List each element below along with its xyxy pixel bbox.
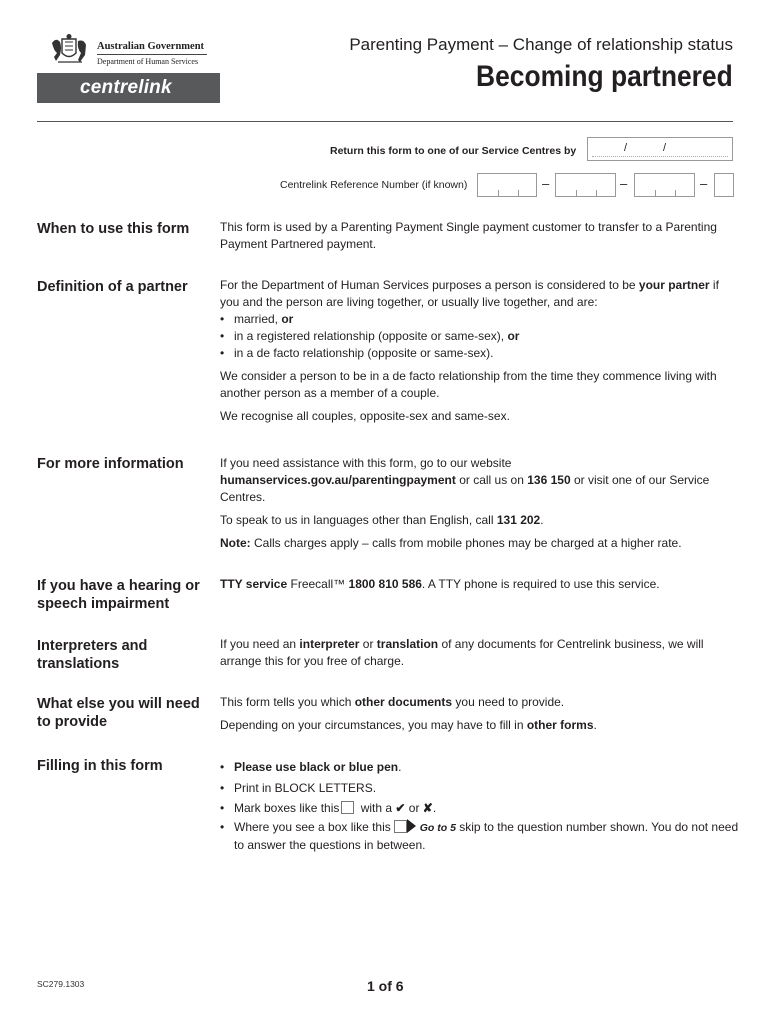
list-item: • Print in BLOCK LETTERS. [220,778,740,799]
list-item: • in a de facto relationship (opposite or same-sex). [220,345,740,362]
list-item: • Mark boxes like this with a ✔ or ✘. [220,798,740,819]
page-number: 1 of 6 [367,978,404,994]
section-body-what-else [220,694,740,740]
reference-number-field-2[interactable] [555,173,616,197]
section-heading-when: When to use this form [37,221,190,237]
government-name: Australian Government [97,41,205,52]
website-link[interactable]: humanservices.gov.au/parentingpayment [220,473,456,487]
section-body-definition [220,277,740,431]
reference-number-label: Centrelink Reference Number (if known) [280,179,468,191]
reference-dash: – [620,176,628,191]
go-to-label: Go to 5 [419,821,456,834]
section-body-filling [220,757,740,860]
form-code: SC279.1303 [37,979,85,989]
list-item: • in a registered relationship (opposite or same-sex), or [220,328,740,345]
section-body-interpreters [220,636,740,676]
example-checkbox-icon [341,801,354,814]
section-heading-hearing: If you have a hearing or speech impairment [37,578,200,612]
date-separator: / [663,142,667,154]
reference-dash: – [700,176,708,191]
form-title: Becoming partnered [476,60,733,93]
interpreters-paragraph: If you need an interpreter or translation of any documents for Centrelink business, we will arrange this for you free of charge. [220,637,704,668]
reference-number-field-1[interactable] [477,173,537,197]
department-name: Department of Human Services [97,57,199,66]
centrelink-logo: centrelink [80,77,172,98]
more-info-paragraph: If you need assistance with this form, go to our website humanservices.gov.au/parentingpayment or call us on 136 150 or visit one of our Service Centres. [220,456,710,504]
coat-of-arms-icon [48,33,90,65]
date-separator: / [624,142,628,154]
section-heading-interpreters: Interpreters and translations [37,638,148,672]
section-body-when [220,219,740,259]
section-body-more-info [220,455,740,558]
definition-paragraph: We recognise all couples, opposite-sex and same-sex. [220,409,510,423]
reference-dash: – [542,176,550,191]
section-body-hearing [220,576,740,599]
list-item: • Where you see a box like this Go to 5 skip to the question number shown. You do not need to answer the questions in between. [220,819,740,854]
return-date-label: Return this form to one of our Service Centres by [330,145,577,157]
section-heading-what-else: What else you will need to provide [37,696,200,730]
definition-paragraph: We consider a person to be in a de facto relationship from the time they commence living with another person as a member of a couple. [220,369,717,400]
form-subtitle: Parenting Payment – Change of relationship status [349,35,733,54]
government-rule [97,54,207,55]
reference-number-field-3[interactable] [634,173,695,197]
list-item: • Please use black or blue pen. [220,757,740,778]
what-else-paragraph: Depending on your circumstances, you may have to fill in other forms. [220,718,597,732]
return-date-field[interactable] [587,137,733,161]
hearing-paragraph: TTY service Freecall™ 1800 810 586. A TTY phone is required to use this service. [220,577,660,591]
when-paragraph: This form is used by a Parenting Payment Single payment customer to transfer to a Parenting Payment Partnered payment. [220,220,717,251]
list-item: • married, or [220,311,740,328]
tick-icon: ✔ [395,801,406,815]
what-else-paragraph: This form tells you which other documents you need to provide. [220,695,565,709]
more-info-note: Note: Calls charges apply – calls from mobile phones may be charged at a higher rate. [220,536,682,550]
section-heading-filling: Filling in this form [37,758,163,774]
go-to-arrow-icon [394,819,416,833]
definition-paragraph: For the Department of Human Services purposes a person is considered to be your partner if you and the person are living together, or usually live together, and are: [220,278,719,309]
section-heading-definition: Definition of a partner [37,279,188,295]
more-info-paragraph: To speak to us in languages other than English, call 131 202. [220,513,544,527]
section-heading-more-info: For more information [37,456,184,472]
cross-icon: ✘ [422,801,433,815]
phone-number: 136 150 [527,473,571,487]
header-divider [37,121,733,122]
reference-number-field-4[interactable] [714,173,734,197]
